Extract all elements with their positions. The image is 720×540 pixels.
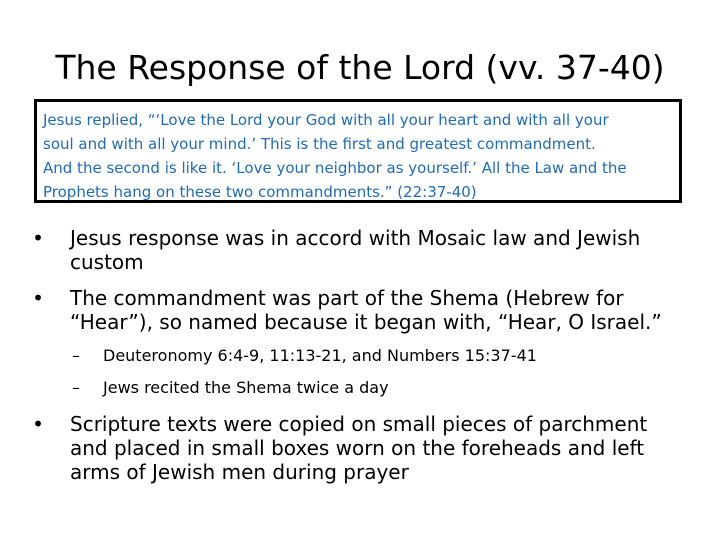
bullet-line: Jesus response was in accord with Mosaic law and Jewish (70, 226, 641, 250)
bullet-marker: • (32, 412, 44, 436)
bullet-line: arms of Jewish men during prayer (70, 460, 409, 484)
sub-bullet-text: Jews recited the Shema twice a day (103, 378, 389, 397)
bullet-line: custom (70, 250, 144, 274)
scripture-quote-box (34, 99, 682, 203)
quote-line: soul and with all your mind.’ This is the first and greatest commandment. (43, 135, 596, 153)
quote-line: And the second is like it. ‘Love your neighbor as yourself.’ All the Law and the (43, 159, 627, 177)
quote-line: Jesus replied, “‘Love the Lord your God with all your heart and with all your (43, 111, 609, 129)
slide-title: The Response of the Lord (vv. 37-40) (55, 48, 665, 87)
bullet-line: Scripture texts were copied on small pieces of parchment (70, 412, 648, 436)
bullet-marker: • (32, 226, 44, 250)
bullet-text (70, 226, 710, 274)
bullet-line: The commandment was part of the Shema (Hebrew for (70, 286, 624, 310)
dash-marker: – (72, 378, 80, 397)
bullet-line: “Hear”), so named because it began with, “Hear, O Israel.” (70, 310, 662, 334)
bullet-text (70, 412, 710, 484)
sub-bullet-text: Deuteronomy 6:4-9, 11:13-21, and Numbers 15:37-41 (103, 346, 537, 365)
bullet-text (70, 286, 710, 334)
quote-line: Prophets hang on these two commandments.” (22:37-40) (43, 183, 477, 201)
bullet-marker: • (32, 286, 44, 310)
dash-marker: – (72, 346, 80, 365)
bullet-line: and placed in small boxes worn on the foreheads and left (70, 436, 645, 460)
